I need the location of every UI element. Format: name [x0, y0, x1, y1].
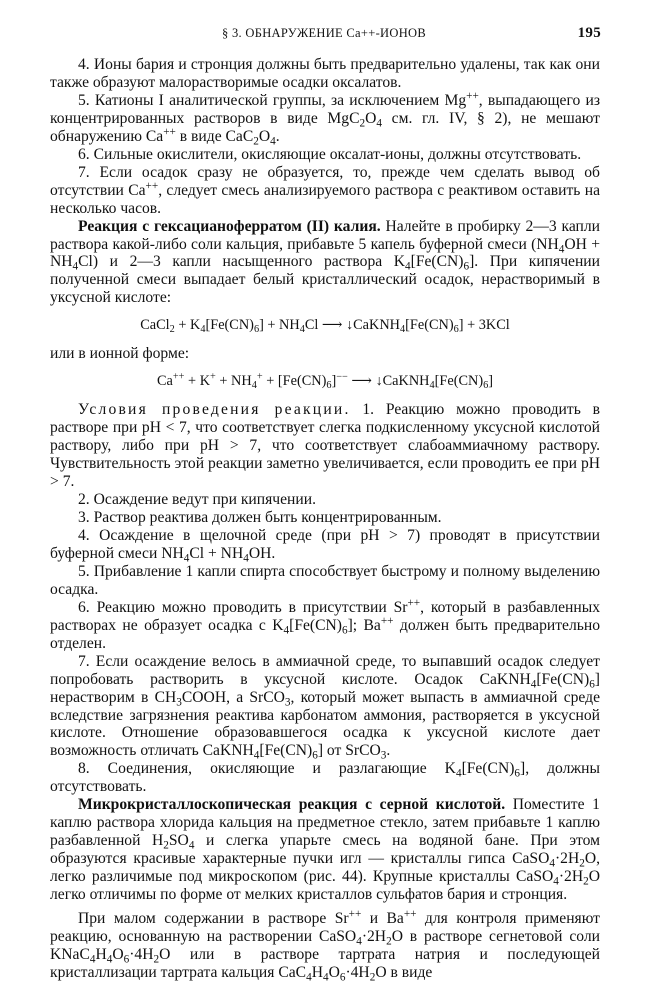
paragraph-note-5: 5. Катионы I аналитической группы, за исключением Mg++, выпадающего из концентрированных растворов в виде $MgC_2O_4$ см. гл. IV, § 2), не мешают обнаружению Ca++ в виде $CaC_2O_4$. — [50, 89, 601, 148]
paragraph-note-7: 7. Если осадок сразу не образуется, то, прежде чем сделать вывод об отсутствии Ca++, следует смесь анализируемого раствора с реактивом оставить на несколько часов. — [50, 163, 600, 217]
condition-5: 5. Прибавление 1 капли спирта способствует быстрому и полному выделению осадка. — [50, 562, 600, 598]
condition-4: 4. Осаждение в щелочной среде (при pH > 7) проводят в присутствии буферной смеси $NH_4Cl + NH_4OH$. — [50, 526, 600, 565]
running-header — [0, 26, 648, 46]
conditions-heading: Условия проведения реакции. — [78, 401, 351, 419]
section-title: § 3. ОБНАРУЖЕНИЕ Ca++-ИОНОВ — [222, 26, 426, 40]
molecular-equation: CaCl$_2$ + $K_4[Fe(CN)_6] + NH_4Cl$ ⟶ $↓CaKNH_4[Fe(CN)_6] + 3KCl$ — [140, 317, 510, 336]
ionic-equation: $Ca^{++} + K^+ + NH_4^+ + [Fe(CN)_6]^{--}$ ⟶ $↓CaKNH_4[Fe(CN)_6]$ — [156, 371, 493, 392]
condition-3: 3. Раствор реактива должен быть концентрированным. — [78, 509, 442, 527]
paragraph-note-6: 6. Сильные окислители, окисляющие оксалат-ионы, должны отсутствовать. — [78, 145, 582, 163]
page-number: 195 — [577, 25, 601, 41]
paragraph-note-4: 4. Ионы бария и стронция должны быть предварительно удалены, так как они также образуют малорастворимые осадки оксалатов. — [50, 56, 600, 91]
ionic-form-label: или в ионной форме: — [50, 345, 190, 363]
reaction-heading: Реакция с гексацианоферратом (II) калия. — [78, 217, 381, 235]
micro-heading: Микрокристаллоскопическая реакция с серной кислотой. — [78, 796, 506, 814]
paragraph-conditions: Условия проведения реакции. 1. Реакцию можно проводить в растворе при pH < 7, что соответствует слегка подкисленному уксусной кислотой раствору, либо при pH > 7, что соответствует слабоаммиачному раствору. Чувствительность этой реакции заметно увеличивается, если проводить ее при pH > 7. — [50, 401, 600, 491]
condition-2: 2. Осаждение ведут при кипячении. — [78, 491, 316, 509]
page-body — [50, 56, 600, 982]
paragraph-low-concentration: При малом содержании в растворе Sr++ и Ba++ для контроля применяют реакцию, основанную на растворении $CaSO_4\cdot 2H_2O$ в растворе сегнетовой соли $KNaC_4H_4O_6\cdot 4H_2O$ или в растворе тартрата натрия и последующей кристаллизации тартрата кальция $CaC_4H_4O_6\cdot 4H_2O$ в виде — [50, 907, 600, 984]
paragraph-microcrystalloscopic: Микрокристаллоскопическая реакция с серной кислотой. Поместите 1 каплю раствора хлорида кальция на предметное стекло, затем прибавьте 1 каплю разбавленной $H_2SO_4$ и слегка упарьте смесь на водяной бане. При этом образуются красивые характерные пучки игл — кристаллы гипса $CaSO_4\cdot 2H_2O$, легко различимые под микроскопом (рис. 44). Крупные кристаллы $CaSO_4\cdot 2H_2O$ легко отличимы по форме от мелких кристаллов сульфатов бария и стронция. — [50, 796, 600, 904]
condition-6: 6. Реакцию можно проводить в присутствии Sr++, который в разбавленных растворах не образует осадка с $K_4[Fe(CN)_6]$; Ba++ должен быть предварительно отделен. — [50, 596, 600, 652]
condition-8: 8. Соединения, окисляющие и разлагающие $K_4[Fe(CN)_6]$, должны отсутствовать. — [50, 760, 600, 796]
paragraph-hexacyanoferrate-reaction: Реакция с гексацианоферратом (II) калия. Налейте в пробирку 2—3 капли раствора какой-либо соли кальция, прибавьте 5 капель буферной смеси $(NH_4OH + NH_4Cl)$ и 2—3 капли насыщенного раствора $K_4[Fe(CN)_6]$. При кипячении полученной смеси выпадает белый кристаллический осадок, нерастворимый в уксусной кислоте: — [50, 217, 601, 307]
condition-7: 7. Если осаждение велось в аммиачной среде, то выпавший осадок следует попробовать растворить в уксусной кислоте. Осадок $CaKNH_4[Fe(CN)_6]$ нерастворим в $CH_3COOH$, а SrCO$_3$, который может выпасть в аммиачной среде вследствие загрязнения реактива карбонатом аммония, растворяется в уксусной кислоте. Отношение образовавшегося осадка к уксусной кислоте дает возможность отличать $CaKNH_4[Fe(CN)_6]$ от SrCO$_3$. — [50, 652, 600, 762]
